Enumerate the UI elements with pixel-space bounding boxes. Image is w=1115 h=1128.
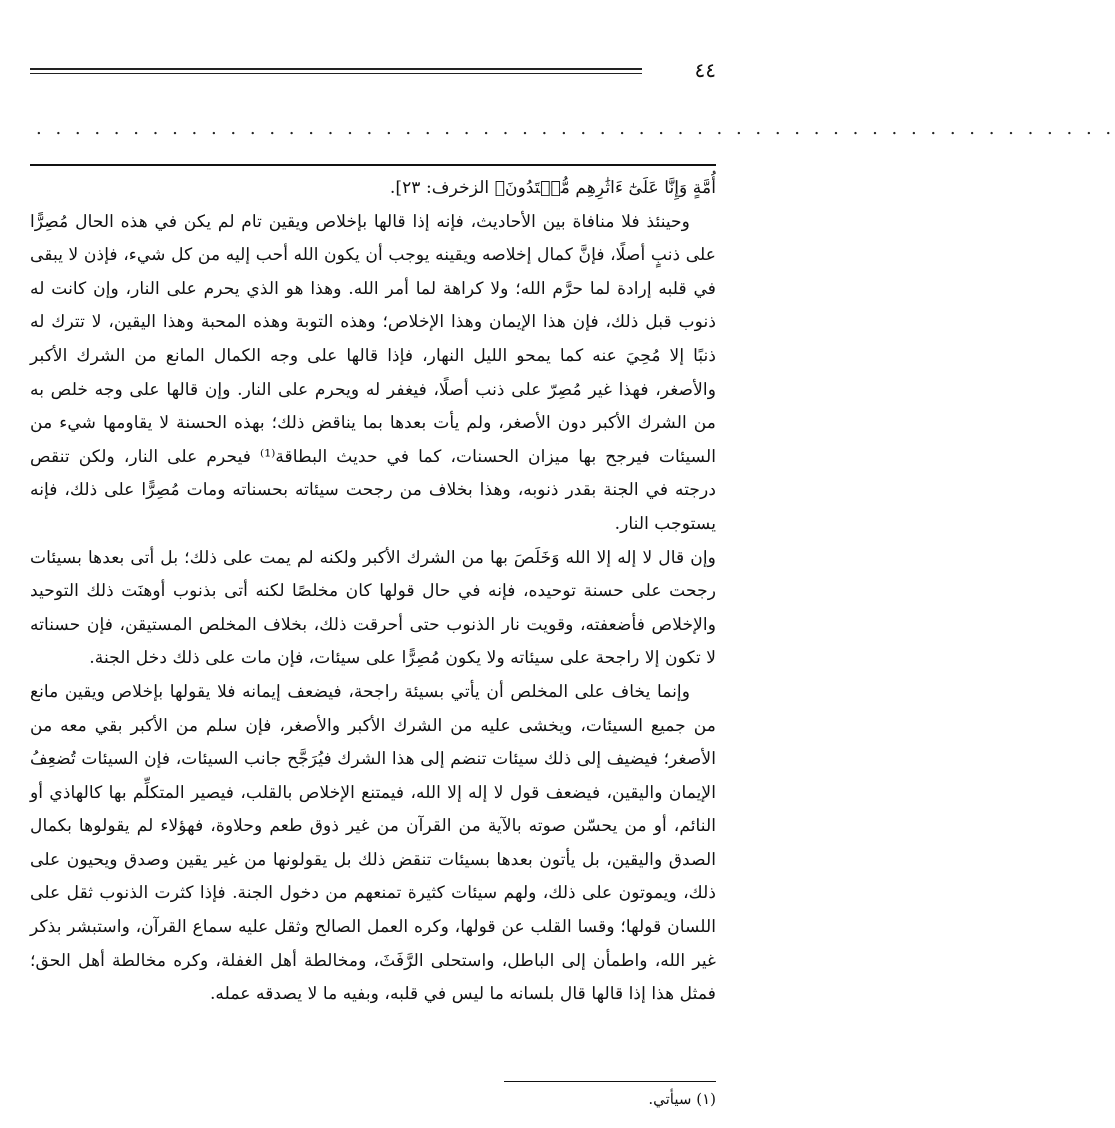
footnote: (١) سيأتي. [648, 1090, 716, 1108]
main-text [30, 172, 716, 1012]
paragraph-verse-end: أُمَّةٍ وَإِنَّا عَلَىٰٓ ءَاثَٰرِهِم مُّقۡتَدُونَ﴾ الزخرف: ٢٣]. [389, 178, 716, 198]
running-header [30, 58, 716, 88]
paragraph: وإن قال لا إله إلا الله وَخَلَصَ بها من الشرك الأكبر ولكنه لم يمت على ذلك؛ بل أتى بعدها بسيئات رجحت على حسنة توحيده، فإنه في حال قولها كان مخلصًا لكنه أتى بذنوب أوهنَت ذلك التوحيد والإخلاص فأضعفته، وقويت نار الذنوب حتى أحرقت ذلك، بخلاف المخلص المستيقن، فإن حسناته لا تكون إلا راجحة على سيئاته ولا يكون مُصِرًّا على سيئات، فإن مات على ذلك دخل الجنة. [30, 547, 716, 669]
text-top-rule [30, 164, 716, 166]
page-number: ٤٤ [694, 58, 716, 82]
header-rule-line [30, 68, 642, 70]
paragraph: وحينئذ فلا منافاة بين الأحاديث، فإنه إذا قالها بإخلاص ويقين تام لم يكن في هذه الحال مُصِرًّا على ذنبٍ أصلًا، فإنَّ كمال إخلاصه ويقينه يوجب أن يكون الله أحب إليه من كل شيء، فإذن لا يبقى في قلبه إرادة لما حرَّم الله؛ ولا كراهة لما أمر الله. وهذا هو الذي يحرم على النار، وإن كانت له ذنوب قبل ذلك، فإن هذا الإيمان وهذا الإخلاص؛ وهذه التوبة وهذه المحبة وهذا اليقين، لا تترك له ذنبًا إلا مُحِيَ عنه كما يمحو الليل النهار، فإذا قالها على وجه الكمال المانع من الشرك الأكبر والأصغر، فهذا غير مُصِرّ على ذنب أصلًا، فيغفر له ويحرم على النار. وإن قالها على وجه خلص به من الشرك الأكبر دون الأصغر، ولم يأت بعدها بما يناقض ذلك؛ بهذه الحسنة لا يقاومها شيء من السيئات فيرجح بها ميزان الحسنات، كما في حديث البطاقة⁽¹⁾ فيحرم على النار، ولكن تنقص درجته في الجنة بقدر ذنوبه، وهذا بخلاف من رجحت سيئاته بحسناته ومات مُصِرًّا على ذلك، فإنه يستوجب النار. [30, 211, 716, 534]
paragraph: وإنما يخاف على المخلص أن يأتي بسيئة راجحة، فيضعف إيمانه فلا يقولها بإخلاص ويقين مانع من جميع السيئات، ويخشى عليه من الشرك الأكبر والأصغر، فإن سلم من الأكبر بقي معه من الأصغر؛ فيضيف إلى ذلك سيئات تنضم إلى هذا الشرك فيُرَجَّح جانب السيئات، فإن السيئات تُضعِفُ الإيمان واليقين، فيضعف قول لا إله إلا الله، فيمتنع الإخلاص بالقلب، فيصير المتكلِّم بها كالهاذي أو النائم، أو من يحسّن صوته بالآية من القرآن من غير ذوق طعم وحلاوة، فهؤلاء لم يقولوها بكمال الصدق واليقين، بل يأتون بعدها بسيئات تنقض ذلك بل يقولونها من غير يقين وصدق ويحيون على ذلك، ويموتون على ذلك، ولهم سيئات كثيرة تمنعهم من دخول الجنة. فإذا كثرت الذنوب ثقل على اللسان قولها؛ وقسا القلب عن قولها، وكره العمل الصالح وثقل عليه سماع القرآن، واستبشر بذكر غير الله، واطمأن إلى الباطل، واستحلى الرَّفَثَ، ومخالطة أهل الغفلة، وكره مخالطة أهل الحق؛ فمثل هذا إذا قالها قال بلسانه ما ليس في قلبه، وبفيه ما لا يصدقه عمله. [30, 681, 716, 1005]
footnote-rule [504, 1081, 716, 1082]
dotted-separator: . . . . . . . . . . . . . . . . . . . . . . . . . . . . . . . . . . . . . . . . . . . . . . . . . . . . . . . . [36, 118, 1115, 139]
header-rule-line [30, 73, 642, 75]
header-rules [30, 68, 642, 77]
